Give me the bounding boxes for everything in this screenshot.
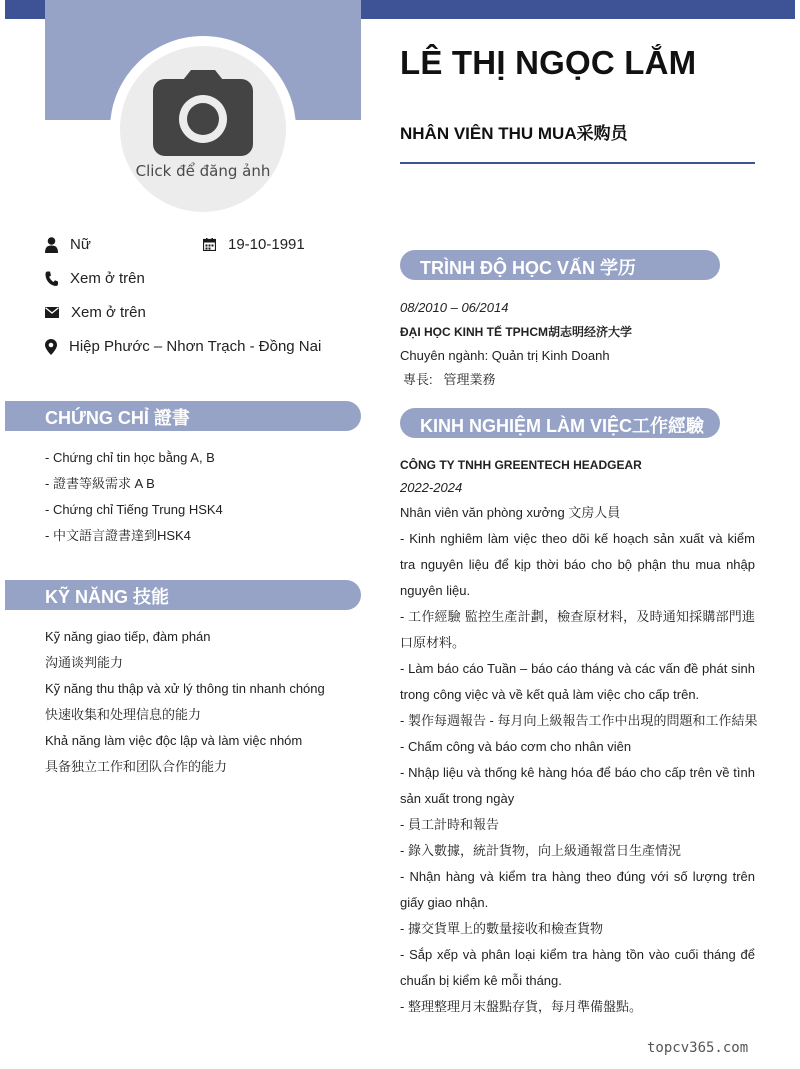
calendar-icon	[203, 238, 216, 251]
certificates-heading-text: CHỨNG CHỈ 證書	[45, 408, 190, 428]
candidate-name: LÊ THỊ NGỌC LẮM	[400, 44, 697, 81]
duty-item: - Kinh nghiêm làm việc theo dõi kế hoạch sản xuất và kiểm tra nguyên liệu để kịp thời báo cho bộ phận thu mua nhập nguyên liệu.	[400, 531, 755, 598]
experience-heading-text: KINH NGHIỆM LÀM VIỆC工作經驗	[420, 416, 705, 436]
education-section	[400, 296, 755, 392]
certificates-list	[45, 445, 355, 549]
duty-item: - Sắp xếp và phân loại kiểm tra hàng tồn vào cuối tháng để chuẩn bị kiểm kê mỗi tháng.	[400, 947, 755, 988]
page-margin-left	[0, 0, 5, 1069]
duty-item: - 錄入數據，統計貨物，向上級通報當日生產情況	[400, 843, 681, 858]
skill-item: 沟通谈判能力	[45, 655, 124, 670]
gender-value: Nữ	[70, 236, 91, 253]
education-major-zh: 專長: 管理業務	[403, 372, 496, 387]
email-value: Xem ở trên	[71, 304, 146, 321]
experience-duties	[400, 526, 758, 1020]
experience-section	[400, 454, 758, 1020]
phone-value: Xem ở trên	[70, 270, 145, 287]
camera-icon	[153, 68, 253, 156]
certificates-heading	[5, 401, 361, 431]
skill-item: Kỹ năng thu thập và xử lý thông tin nhanh chóng	[45, 681, 325, 696]
duty-item: - Chấm công và báo cơm cho nhân viên	[400, 739, 632, 754]
address-row	[45, 338, 321, 355]
skill-item: 快速收集和处理信息的能力	[45, 707, 202, 722]
duty-item: - 整理整理月末盤點存貨，每月準備盤點。	[400, 999, 642, 1014]
avatar-upload[interactable]	[120, 46, 286, 212]
user-icon	[45, 237, 58, 253]
certificate-item: - Chứng chỉ Tiếng Trung HSK4	[45, 502, 223, 517]
page-margin-right	[795, 0, 800, 1069]
duty-item: - Nhận hàng và kiểm tra hàng theo đúng với số lượng trên giấy giao nhận.	[400, 869, 755, 910]
phone-row	[45, 270, 145, 287]
duty-item: - 員工計時和報告	[400, 817, 499, 832]
experience-role: Nhân viên văn phòng xưởng 文房人員	[400, 505, 621, 520]
certificate-item: - 證書等級需求 A B	[45, 476, 155, 491]
phone-icon	[45, 271, 58, 286]
education-major: Chuyên ngành: Quản trị Kinh Doanh	[400, 348, 610, 363]
email-row	[45, 304, 146, 321]
duty-item: - Nhập liệu và thống kê hàng hóa để báo cho cấp trên về tình sản xuất trong ngày	[400, 765, 755, 806]
gender-row	[45, 236, 91, 253]
footer-brand: topcv365.com	[647, 1040, 749, 1056]
certificate-item: - Chứng chỉ tin học bằng A, B	[45, 450, 215, 465]
address-value: Hiệp Phước – Nhơn Trạch - Đồng Nai	[69, 338, 322, 355]
duty-item: - 工作經驗 監控生產計劃，檢查原材料，及時通知採購部門進口原材料。	[400, 609, 755, 650]
birthday-value: 19-10-1991	[228, 236, 305, 253]
avatar-caption: Click để đăng ảnh	[135, 162, 271, 180]
envelope-icon	[45, 307, 59, 318]
skill-item: Khả năng làm việc độc lập và làm việc nhóm	[45, 733, 303, 748]
skills-list	[45, 624, 355, 780]
skill-item: Kỹ năng giao tiếp, đàm phán	[45, 629, 211, 644]
duty-item: - 據交貨單上的數量接收和檢查貨物	[400, 921, 603, 936]
education-heading	[400, 250, 720, 280]
experience-heading	[400, 408, 720, 438]
duty-item: - Làm báo cáo Tuần – báo cáo tháng và các vấn đề phát sinh trong công việc và về kết quả làm việc cho cấp trên.	[400, 661, 755, 702]
skills-heading-text: KỸ NĂNG 技能	[45, 587, 170, 607]
map-pin-icon	[45, 339, 57, 355]
experience-period: 2022-2024	[400, 480, 463, 495]
certificate-item: - 中文語言證書達到HSK4	[45, 528, 191, 543]
experience-company: CÔNG TY TNHH GREENTECH HEADGEAR	[400, 458, 642, 472]
birthday-row	[203, 236, 305, 253]
duty-item: - 製作每週報告 - 每月向上級報告工作中出現的問題和工作結果	[400, 713, 758, 728]
skills-heading	[5, 580, 361, 610]
skill-item: 具备独立工作和团队合作的能力	[45, 759, 228, 774]
education-school: ĐẠI HỌC KINH TẾ TPHCM胡志明经济大学	[400, 325, 632, 339]
job-title: NHÂN VIÊN THU MUA采购员	[400, 124, 628, 143]
education-heading-text: TRÌNH ĐỘ HỌC VẤN 学历	[420, 258, 636, 278]
education-period: 08/2010 – 06/2014	[400, 300, 509, 315]
title-divider	[400, 162, 755, 164]
